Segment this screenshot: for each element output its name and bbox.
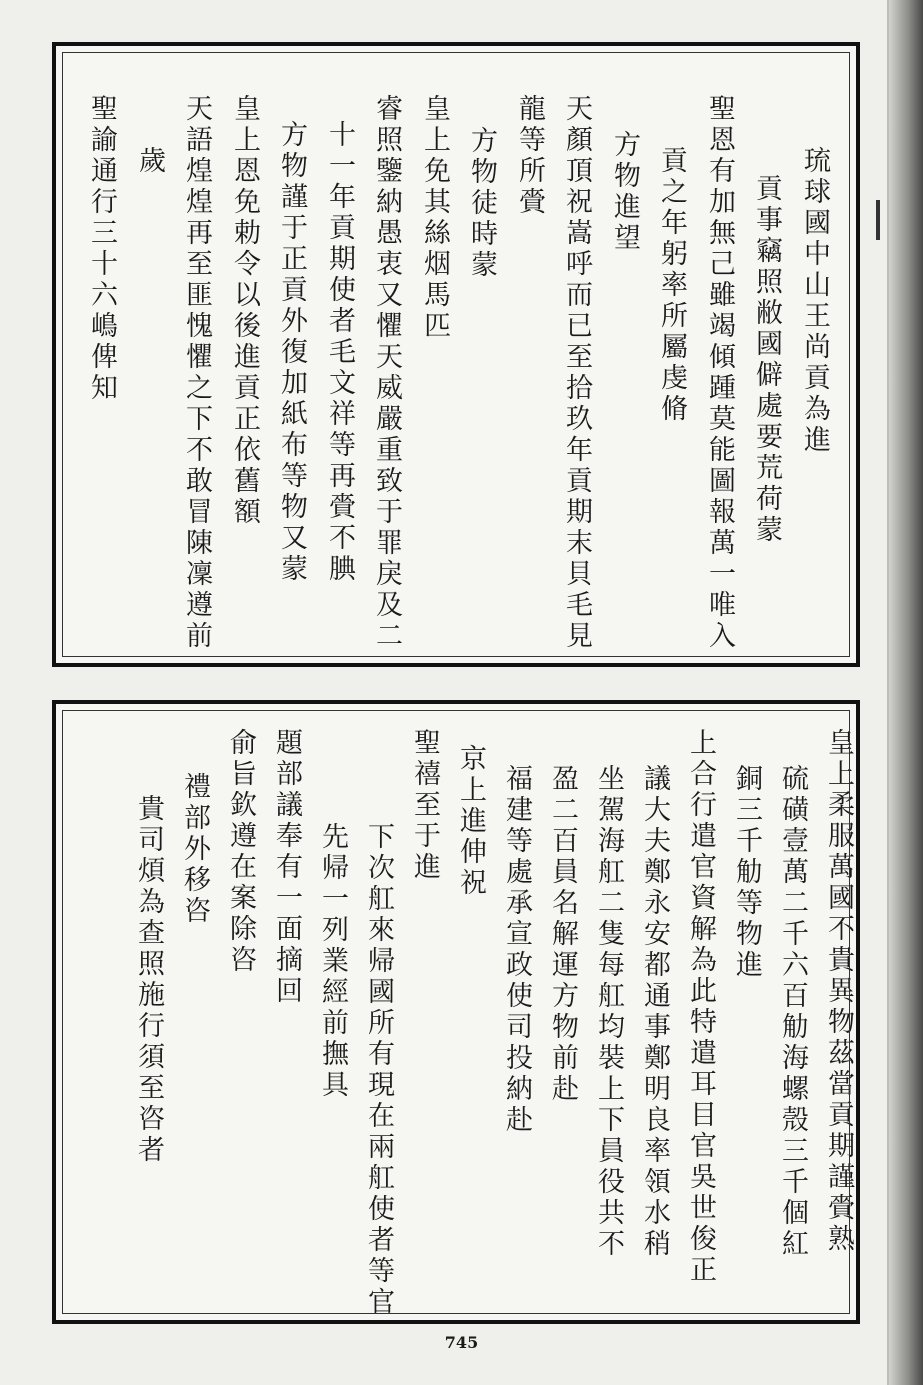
text-column: 方物謹于正貢外復加紙布等物又蒙 <box>276 120 307 585</box>
text-column: 坐駕海舡二隻每舡均裝上下員役共不 <box>593 764 624 1260</box>
text-column: 皇上免其絲烟馬匹 <box>419 94 450 342</box>
text-column: 天語煌煌再至匪愧懼之下不敢冒陳凜遵前 <box>181 94 212 652</box>
text-column: 方物進望 <box>609 130 640 254</box>
text-column: 下次舡來帰國所有現在兩舡使者等官 <box>363 822 394 1318</box>
document-panel-bottom <box>52 700 860 1324</box>
scan-mark <box>876 200 880 240</box>
text-column: 方物徒時蒙 <box>466 126 497 281</box>
text-column: 京上進伸祝 <box>455 744 486 899</box>
text-column: 皇上恩免勅令以後進貢正依舊額 <box>229 94 260 528</box>
text-column: 聖禧至于進 <box>409 728 440 883</box>
text-column: 貴司煩為查照施行須至咨者 <box>133 794 164 1166</box>
text-column: 議大夫鄭永安都通事鄭明良率領水稍 <box>639 764 670 1260</box>
text-column: 硫磺壹萬二千六百觔海螺殼三千個紅 <box>777 764 808 1260</box>
text-column: 禮部外移咨 <box>179 772 210 927</box>
text-column: 貢之年躬率所屬虔脩 <box>656 146 687 425</box>
text-column: 福建等處承宣政使司投納赴 <box>501 764 532 1136</box>
text-column: 睿照鑒納愚衷又懼天威嚴重致于罪戾及二 <box>371 94 402 652</box>
page-number: 745 <box>444 1333 479 1352</box>
text-column: 歲 <box>134 146 165 177</box>
text-column: 聖恩有加無己雖竭傾踵莫能圖報萬一唯入 <box>704 94 735 652</box>
book-spine-shadow <box>889 0 923 1385</box>
text-column: 天顏頂祝嵩呼而已至拾玖年貢期末貝毛見 <box>561 94 592 652</box>
text-column: 盈二百員名解運方物前赴 <box>547 764 578 1105</box>
page-edge <box>887 0 889 1385</box>
text-column: 十一年貢期使者毛文祥等再賫不腆 <box>324 120 355 585</box>
text-column: 琉球國中山王尚貢為進 <box>799 146 830 456</box>
text-column: 上合行遣官資解為此特遣耳目官吳世俊正 <box>685 728 716 1286</box>
text-column: 題部議奉有一面摘回 <box>271 728 302 1007</box>
text-column: 銅三千觔等物進 <box>731 764 762 981</box>
text-column: 聖諭通行三十六嶋俾知 <box>86 94 117 404</box>
text-column: 俞旨欽遵在案除咨 <box>225 728 256 976</box>
text-column: 先帰一列業經前撫具 <box>317 822 348 1101</box>
text-column: 貢事竊照敝國僻處要荒荷蒙 <box>751 174 782 546</box>
text-column: 龍等所賫 <box>514 94 545 218</box>
document-panel-top <box>52 42 860 667</box>
text-column: 皇上柔服萬國不貴異物茲當貢期謹賫熟 <box>823 728 854 1255</box>
